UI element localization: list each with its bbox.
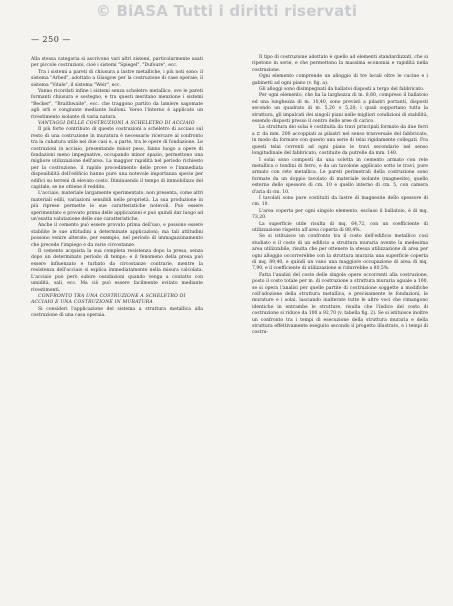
paragraph: Il tipo di costruzione adottato è quello ad elementi standardizzati, che si ripetono in serie, e che permettono la massima economia e rapidità nella costruzione. [252,55,428,73]
paragraph: Il più forte contributo di queste costruzioni a scheletro di acciaio sul resto di una costruzione in muratura è necessario ricercare al confronto tra la cubatura utile nei due casi e, a parte, tra le opere di fondazione. Le costruzioni in acciaio, presentando minor peso, fanno luogo a opere di fondazioni meno impegnative, occupando minor spazio, permettono una migliore utilizzazione dell'area. La maggior rapidità nel periodo richiesto per la costruzione, il rapido procedimento delle prove e l'immediata disponibilità dell'edificio hanno pure una notevole importanza specie per edifici su terreni di elevato costo. Diminuendo il tempo di immobilizzo del capitale, se ne ottiene il reddito. [31,127,203,191]
paragraph: Vanno ricordati infine i sistemi senza scheletro metallico, ove le pareti formanti chiusura e sostegno, e tra questi meritano menzione i sistemi "Becker", "Braithwaite", ecc. che traggono partito da lamiere sagomate agli orli e congiunte mediante bulloni. Verso l'interno è applicato un rivestimento isolante di varia natura. [31,89,203,120]
paragraph: Fatta l'analisi del costo delle singole opere occorrenti alla costruzione, posto il costo totale per m. di costruzione a struttura muraria uguale a 100, se si opera l'analisi per quelle partite di costruzione soggette a modifiche coll'adozione della struttura metallica, e precisamente le fondazioni, le murature e i solai, lasciando inalterate tutte le altre voci che rimangono identiche in entrambe le strutture, risulta che l'indice del costo di costruzione si riduce da 100 a 92,70 (v. tabella fig. 2). Se si istituisce inoltre un confronto tra i tempi di esecuzione della struttura muraria e della struttura effettivamente eseguito secondo il progetto illustrato, e i tempi di costru- [252,272,428,336]
paragraph: Se si istituisce un confronto tra il costo dell'edificio metallico così studiato e il costo di un edificio a struttura muraria avente la medesima area utilizzabile, risulta che per ottenere la stessa utilizzazione di area per ogni alloggio occorrerebbe con la struttura muraria una superficie coperta di mq. 89,40, e quindi un vano una maggiore occupazione di area di mq. 7,90, e il coefficiente di utilizzazione si ridurrebbe a 80,5%. [252,234,428,272]
paragraph: Si consideri l'applicazione del sistema a struttura metallica alla costruzione di una casa operaia. [31,306,203,318]
paragraph: Tra i sistemi a pareti di chiusura a lastre metalliche, i più noti sono: il sistema "Arbed", adottato a Glasgow per la costruzione di case operaie; il sistema "Vitale", il sistema "Weir", ecc. [31,69,203,88]
paragraph: Alla stessa categoria si ascrivono vari altri sistemi, particolarmente usati per piccole costruzioni, cioè i sistemi "Spiegel", "Dufoure", ecc. [31,57,203,69]
paragraph: La struttura dei solai è costituita da travi principali formate da due ferri a ⊏ da mm. 200 accoppiati ai pilastri nel senso trasversale del fabbricato, in modo da formare con questo una serie di telai rigidamente collegati. Fra questi telai correnti ad ogni piano le travi secondarie nel senso longitudinale del fabbricato, costituite da putrelle da mm. 140. [252,125,428,157]
paragraph: L'acciaio, materiale largamente sperimentato, non presenta, come altri materiali edili, variazioni sensibili nelle proprietà. La sua produzione in più riprese permette le sue caratteristiche notevoli. Può essere sperimentato e provato prima delle applicazioni e può quindi dar luogo ad un'esatta valutazione delle sue caratteristiche. [31,191,203,223]
paragraph: Anche il cemento può essere provato prima dell'uso, e possono essere stabilite le sue attitudini a determinate applicazioni; ma tali attitudini possono venire alterate, per esempio, nel periodo di immagazzinamento che precede l'impiego e da varie circostanze. [31,223,203,248]
section-heading: CONFRONTO TRA UNA COSTRUZIONE A SCHELETRO DI ACCIAIO E UNA COSTRUZIONE IN MURATURA [31,293,186,306]
paragraph: I tavolati sono pure costituiti da lastre di magnesite dello spessore di cm. 10. [252,195,428,208]
paragraph: Ogni elemento comprende un alloggio di tre locali oltre le cucine e i gabinetti ad ogni piano (v. fig. a). [252,74,428,86]
section-heading: VANTAGGI DELLE COSTRUZIONI A SCHELETRO DI ACCIAIO [38,121,195,127]
paragraph: L'area coperta per ogni singolo elemento, escluso il ballatoio, è di mq. 73,20. [252,208,428,221]
copyright-watermark: © BiASA Tutti i diritti riservati [95,2,358,20]
paragraph: Il cemento acquista la sua completa resistenza dopo la presa, senza dopo un determinato periodo di tempo; e il fenomeno della presa può essere influenzato e turbato da circostanze contrarie, mentre la resistenza dell'acciaio si esplica immediatamente nella misura calcolata. L'acciaio può però subire ossidazioni quando venga a contatto con umidità, sali, ecc. Ma ciò può essere facilmente evitato mediante rivestimenti. [31,249,203,293]
left-text-column [31,57,203,319]
paragraph: I solai sono composti da una soletta in cemento armato con rete metallica o tondini di ferro, e da un tavolone applicato sotto le travi, pure armato con rete metallica. Le pareti perimetrali della costruzione sono formate da un doppio tavolato di materiale isolante (magnesite), quello esterno dello spessore di cm. 10 e quello interno di cm. 5, con camera d'aria di cm. 10. [252,157,428,195]
right-text-column [252,55,428,337]
paragraph: La superficie utile risulta di mq. 64,72, con un coefficiente di utilizzazione rispetto all'area coperta di 88,4%. [252,221,428,233]
page-number: — 250 — [31,35,71,44]
paragraph: Per ogni elemento, che ha la larghezza di m. 8,60, compreso il ballatoio ed una lunghezza di m. 10,40, sono previsti a pilastri portanti, disposti secondo un quadrato di m. 5,20 × 5,20; i quali sopportano tutta la struttura, gli impalcati dei singoli piani nelle migliori condizioni di stabilità, essendo disposti presso il centro delle aree di carico. [252,93,428,125]
paragraph: Gli alloggi sono disimpegnati da ballatoi disposti a tergo del fabbricato. [259,87,425,93]
